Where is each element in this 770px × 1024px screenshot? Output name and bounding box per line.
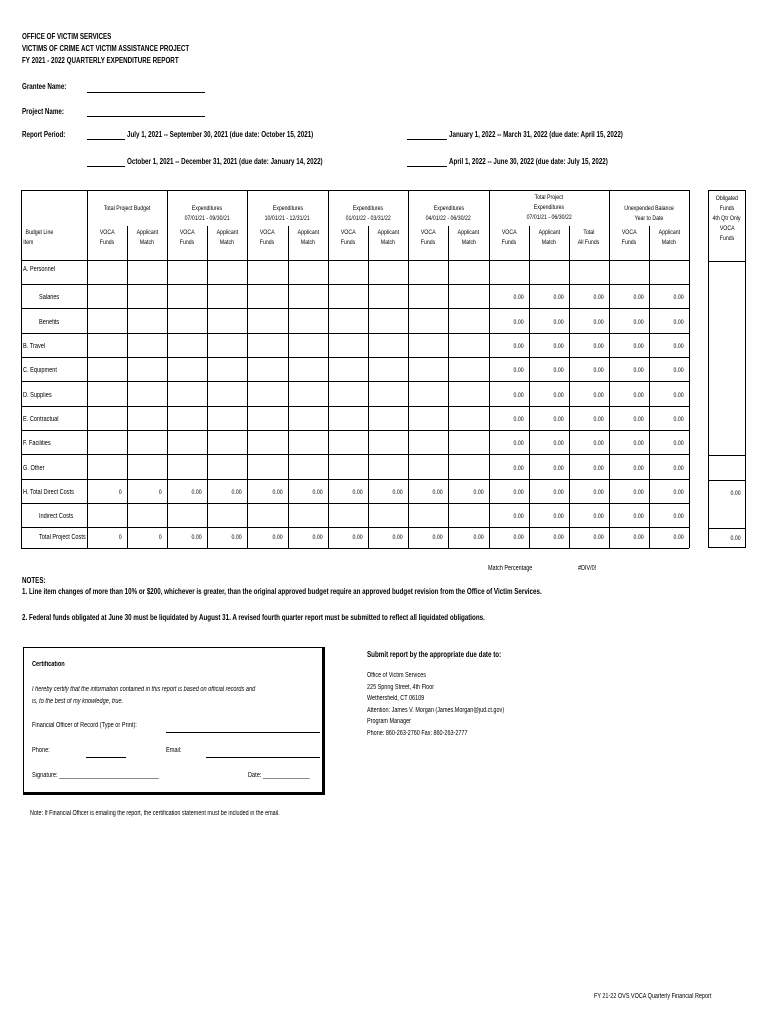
table-cell: 0.00 [593,367,604,374]
submit-address-line: Office of Victim Services [367,672,426,679]
certification-box [23,647,325,795]
table-cell: 0.00 [593,534,604,541]
table-row-line [21,357,689,358]
submit-address-line: Phone: 860-263-2760 Fax: 860-263-2777 [367,729,468,737]
table-cell: 0.00 [553,534,564,541]
table-cell: 0.00 [392,534,403,541]
q4-check-field[interactable] [407,166,447,167]
page-footer: FY 21-22 OVS VOCA Quarterly Financial Report [594,993,712,1000]
phone-field[interactable] [86,757,126,758]
table-cell: 0.00 [673,367,684,374]
period-q2: October 1, 2021 -- December 31, 2021 (due date: January 14, 2022) [127,157,323,166]
q4-expenditures-header: Expenditures 04/01/22 - 06/30/22 [425,205,472,222]
table-col-line [167,190,168,548]
signature-field[interactable]: Signature: ________________________________ [32,772,159,779]
table-cell: 0.00 [633,465,644,472]
note-1: 1. Line item changes of more than 10% or $200, whichever is greater, than the original approved budget require an approved budget revision from the Office of Victim Services. [22,587,542,596]
table-cell: 0.00 [392,489,403,496]
table-cell: 0.00 [513,513,524,520]
table-cell: 0.00 [673,319,684,326]
table-row-line [21,284,689,285]
certification-text-1: I hereby certify that the information contained in this report is based on official records and [32,686,256,693]
table-cell: 0.00 [312,534,323,541]
table-cell: 0.00 [272,534,283,541]
grantee-name-label: Grantee Name: [22,82,67,91]
table-col-line [649,226,650,548]
table-cell: 0.00 [432,534,443,541]
subheader-voca: VOCA Funds [99,229,115,246]
financial-officer-label: Financial Officer of Record (Type or Print): [32,722,137,729]
table-cell: 0.00 [513,465,524,472]
obligated-row-line [709,528,745,529]
table-cell: 0.00 [673,513,684,520]
table-row-line [21,406,689,407]
table-cell: 0.00 [312,489,323,496]
q2-check-field[interactable] [87,166,125,167]
q1-expenditures-header: Expenditures 07/01/21 - 09/30/21 [184,205,230,222]
submit-address-line: Attention: James V. Morgan (James.Morgan@jud.ct.gov) [367,706,505,714]
total-budget-header: Total Project Budget [103,205,151,212]
table-cell: 0.00 [673,392,684,399]
table-col-line [127,226,128,548]
table-col-line [207,226,208,548]
obligated-row-line [709,480,745,481]
obligated-cell: 0.00 [730,490,741,497]
table-col-line [87,190,88,548]
table-cell: 0.00 [593,489,604,496]
table-col-line [609,190,610,548]
table-cell: 0.00 [231,534,242,541]
certification-text-2: is, to the best of my knowledge, true. [32,698,124,705]
unexpended-balance-header: Unexpended Balance Year to Date [624,205,674,222]
table-cell: 0.00 [191,489,202,496]
table-cell: 0.00 [553,465,564,472]
table-cell: 0.00 [673,534,684,541]
obligated-row-line [709,261,745,262]
table-col-line [328,190,329,548]
table-row-line [21,527,689,528]
email-field[interactable] [206,757,320,758]
table-cell: 0.00 [513,392,524,399]
header-office: OFFICE OF VICTIM SERVICES [22,32,112,41]
email-label: Email: [166,747,182,754]
row-label: Indirect Costs [39,513,74,520]
table-cell: 0.00 [633,294,644,301]
table-col-line [569,226,570,548]
financial-officer-field[interactable] [166,732,320,733]
table-cell: 0.00 [553,416,564,423]
table-cell: 0.00 [673,440,684,447]
table-cell: 0.00 [633,319,644,326]
note-2: 2. Federal funds obligated at June 30 must be liquidated by August 31. A revised fourth quarter report must be submitted to reflect all liquidated obligations. [22,613,485,622]
match-percentage-value: #DIV/0! [578,565,597,572]
table-col-line [689,190,690,548]
table-cell: 0.00 [593,294,604,301]
notes-title: NOTES: [22,576,46,585]
subheader-voca: VOCA Funds [420,229,436,246]
match-percentage-label: Match Percentage [488,565,533,572]
subheader-app: Applicant Match [658,229,680,246]
row-label: B. Travel [23,343,46,350]
subheader-app: Applicant Match [457,229,480,246]
table-col-line [288,226,289,548]
row-label: E. Contractual [23,416,59,423]
table-cell: 0.00 [673,465,684,472]
table-cell: 0.00 [352,489,363,496]
table-cell: 0.00 [272,489,283,496]
table-cell: 0.00 [633,416,644,423]
table-cell: 0.00 [673,416,684,423]
table-cell: 0.00 [513,343,524,350]
table-cell: 0 [119,534,122,541]
row-label: C. Equipment [23,367,57,374]
subheader-app: Applicant Match [297,229,319,246]
table-cell: 0.00 [593,513,604,520]
submit-address-line: 225 Spring Street, 4th Floor [367,683,435,691]
table-cell: 0.00 [513,416,524,423]
row-label: G. Other [23,465,45,472]
table-row-line [21,548,689,549]
table-cell: 0.00 [633,367,644,374]
table-col-line [368,226,369,548]
table-row-line [21,333,689,334]
period-q1: July 1, 2021 -- September 30, 2021 (due date: October 15, 2021) [127,130,314,139]
table-cell: 0.00 [593,319,604,326]
project-name-field[interactable] [87,116,205,117]
table-cell: 0.00 [633,489,644,496]
subheader-voca: VOCA Funds [179,229,195,246]
table-row-line [21,308,689,309]
table-cell: 0.00 [633,343,644,350]
q3-expenditures-header: Expenditures 01/01/22 - 03/31/22 [345,205,391,222]
table-col-line [21,190,22,548]
table-col-line [408,190,409,548]
email-footnote: Note: If Financial Officer is emailing the report, the certification statement must be included in the email. [30,810,280,817]
q1-check-field[interactable] [87,139,125,140]
period-q4: April 1, 2022 -- June 30, 2022 (due date: July 15, 2022) [449,157,608,166]
table-row-line [21,503,689,504]
table-cell: 0.00 [673,294,684,301]
subheader-voca: VOCA Funds [501,229,517,246]
table-row-line [21,454,689,455]
submit-title: Submit report by the appropriate due date to: [367,650,502,659]
table-row-line [21,190,689,191]
q3-check-field[interactable] [407,139,447,140]
obligated-cell: 0.00 [730,535,741,542]
subheader-app: Applicant Match [538,229,560,246]
table-col-line [489,190,490,548]
table-row-line [21,260,689,261]
phone-label: Phone: [32,747,50,754]
table-cell: 0 [119,489,122,496]
budget-line-header: Budget Line Item [23,229,54,246]
table-cell: 0.00 [553,294,564,301]
table-cell: 0.00 [473,489,484,496]
subheader-app: Applicant Match [377,229,399,246]
table-cell: 0.00 [553,489,564,496]
table-cell: 0.00 [473,534,484,541]
row-label: D. Supplies [23,392,52,399]
table-cell: 0.00 [553,367,564,374]
table-cell: 0.00 [633,534,644,541]
table-cell: 0.00 [513,319,524,326]
grantee-name-field[interactable] [87,92,205,93]
obligated-funds-header: Obligated Funds 4th Qtr Only VOCA Funds [712,195,742,242]
table-col-line [529,226,530,548]
subheader-voca: VOCA Funds [621,229,637,246]
row-label: Salaries [39,294,60,301]
header-report-title: FY 2021 - 2022 QUARTERLY EXPENDITURE REPORT [22,56,179,65]
row-label: H. Total Direct Costs [23,489,74,496]
table-cell: 0.00 [593,392,604,399]
table-cell: 0.00 [432,489,443,496]
table-cell: 0.00 [633,392,644,399]
obligated-row-line [709,455,745,456]
table-col-line [448,226,449,548]
certification-title: Certification [32,661,65,668]
table-cell: 0.00 [513,440,524,447]
table-row-line [21,430,689,431]
table-cell: 0.00 [633,513,644,520]
table-cell: 0 [159,489,162,496]
table-cell: 0.00 [553,392,564,399]
table-cell: 0 [159,534,162,541]
table-cell: 0.00 [673,343,684,350]
table-col-line [247,190,248,548]
subheader-app: Applicant Match [216,229,238,246]
subheader-voca: VOCA Funds [260,229,275,246]
date-field[interactable]: Date: _______________ [248,772,310,779]
period-q3: January 1, 2022 -- March 31, 2022 (due date: April 15, 2022) [449,130,623,139]
table-cell: 0.00 [553,319,564,326]
row-label: Total Project Costs [39,534,86,541]
table-row-line [21,381,689,382]
subheader-app: Applicant Match [136,229,158,246]
subheader-total-all: Total All Funds [578,229,600,246]
header-project: VICTIMS OF CRIME ACT VICTIM ASSISTANCE PROJECT [22,44,190,53]
row-label: F. Facilities [23,440,51,447]
table-cell: 0.00 [553,440,564,447]
row-label: Benefits [39,319,60,326]
project-name-label: Project Name: [22,107,64,116]
expenditure-table [21,190,689,548]
table-cell: 0.00 [352,534,363,541]
table-cell: 0.00 [513,294,524,301]
table-cell: 0.00 [553,513,564,520]
subheader-voca: VOCA Funds [340,229,356,246]
table-cell: 0.00 [513,367,524,374]
report-period-label: Report Period: [22,130,66,139]
table-cell: 0.00 [593,465,604,472]
q2-expenditures-header: Expenditures 10/01/21 - 12/31/21 [264,205,311,222]
table-cell: 0.00 [673,489,684,496]
table-cell: 0.00 [593,343,604,350]
table-cell: 0.00 [593,440,604,447]
table-cell: 0.00 [231,489,242,496]
submit-address-line: Program Manager [367,718,412,725]
submit-address-line: Wethersfield, CT 06109 [367,695,425,702]
obligated-funds-column [708,190,746,548]
table-row-line [21,479,689,480]
table-cell: 0.00 [513,489,524,496]
table-cell: 0.00 [593,416,604,423]
row-label: A. Personnel [23,266,56,273]
table-cell: 0.00 [553,343,564,350]
table-cell: 0.00 [191,534,202,541]
table-cell: 0.00 [513,534,524,541]
table-cell: 0.00 [633,440,644,447]
total-project-expenditures-header: Total Project Expenditures 07/01/21 - 06/30/22 [526,194,572,221]
